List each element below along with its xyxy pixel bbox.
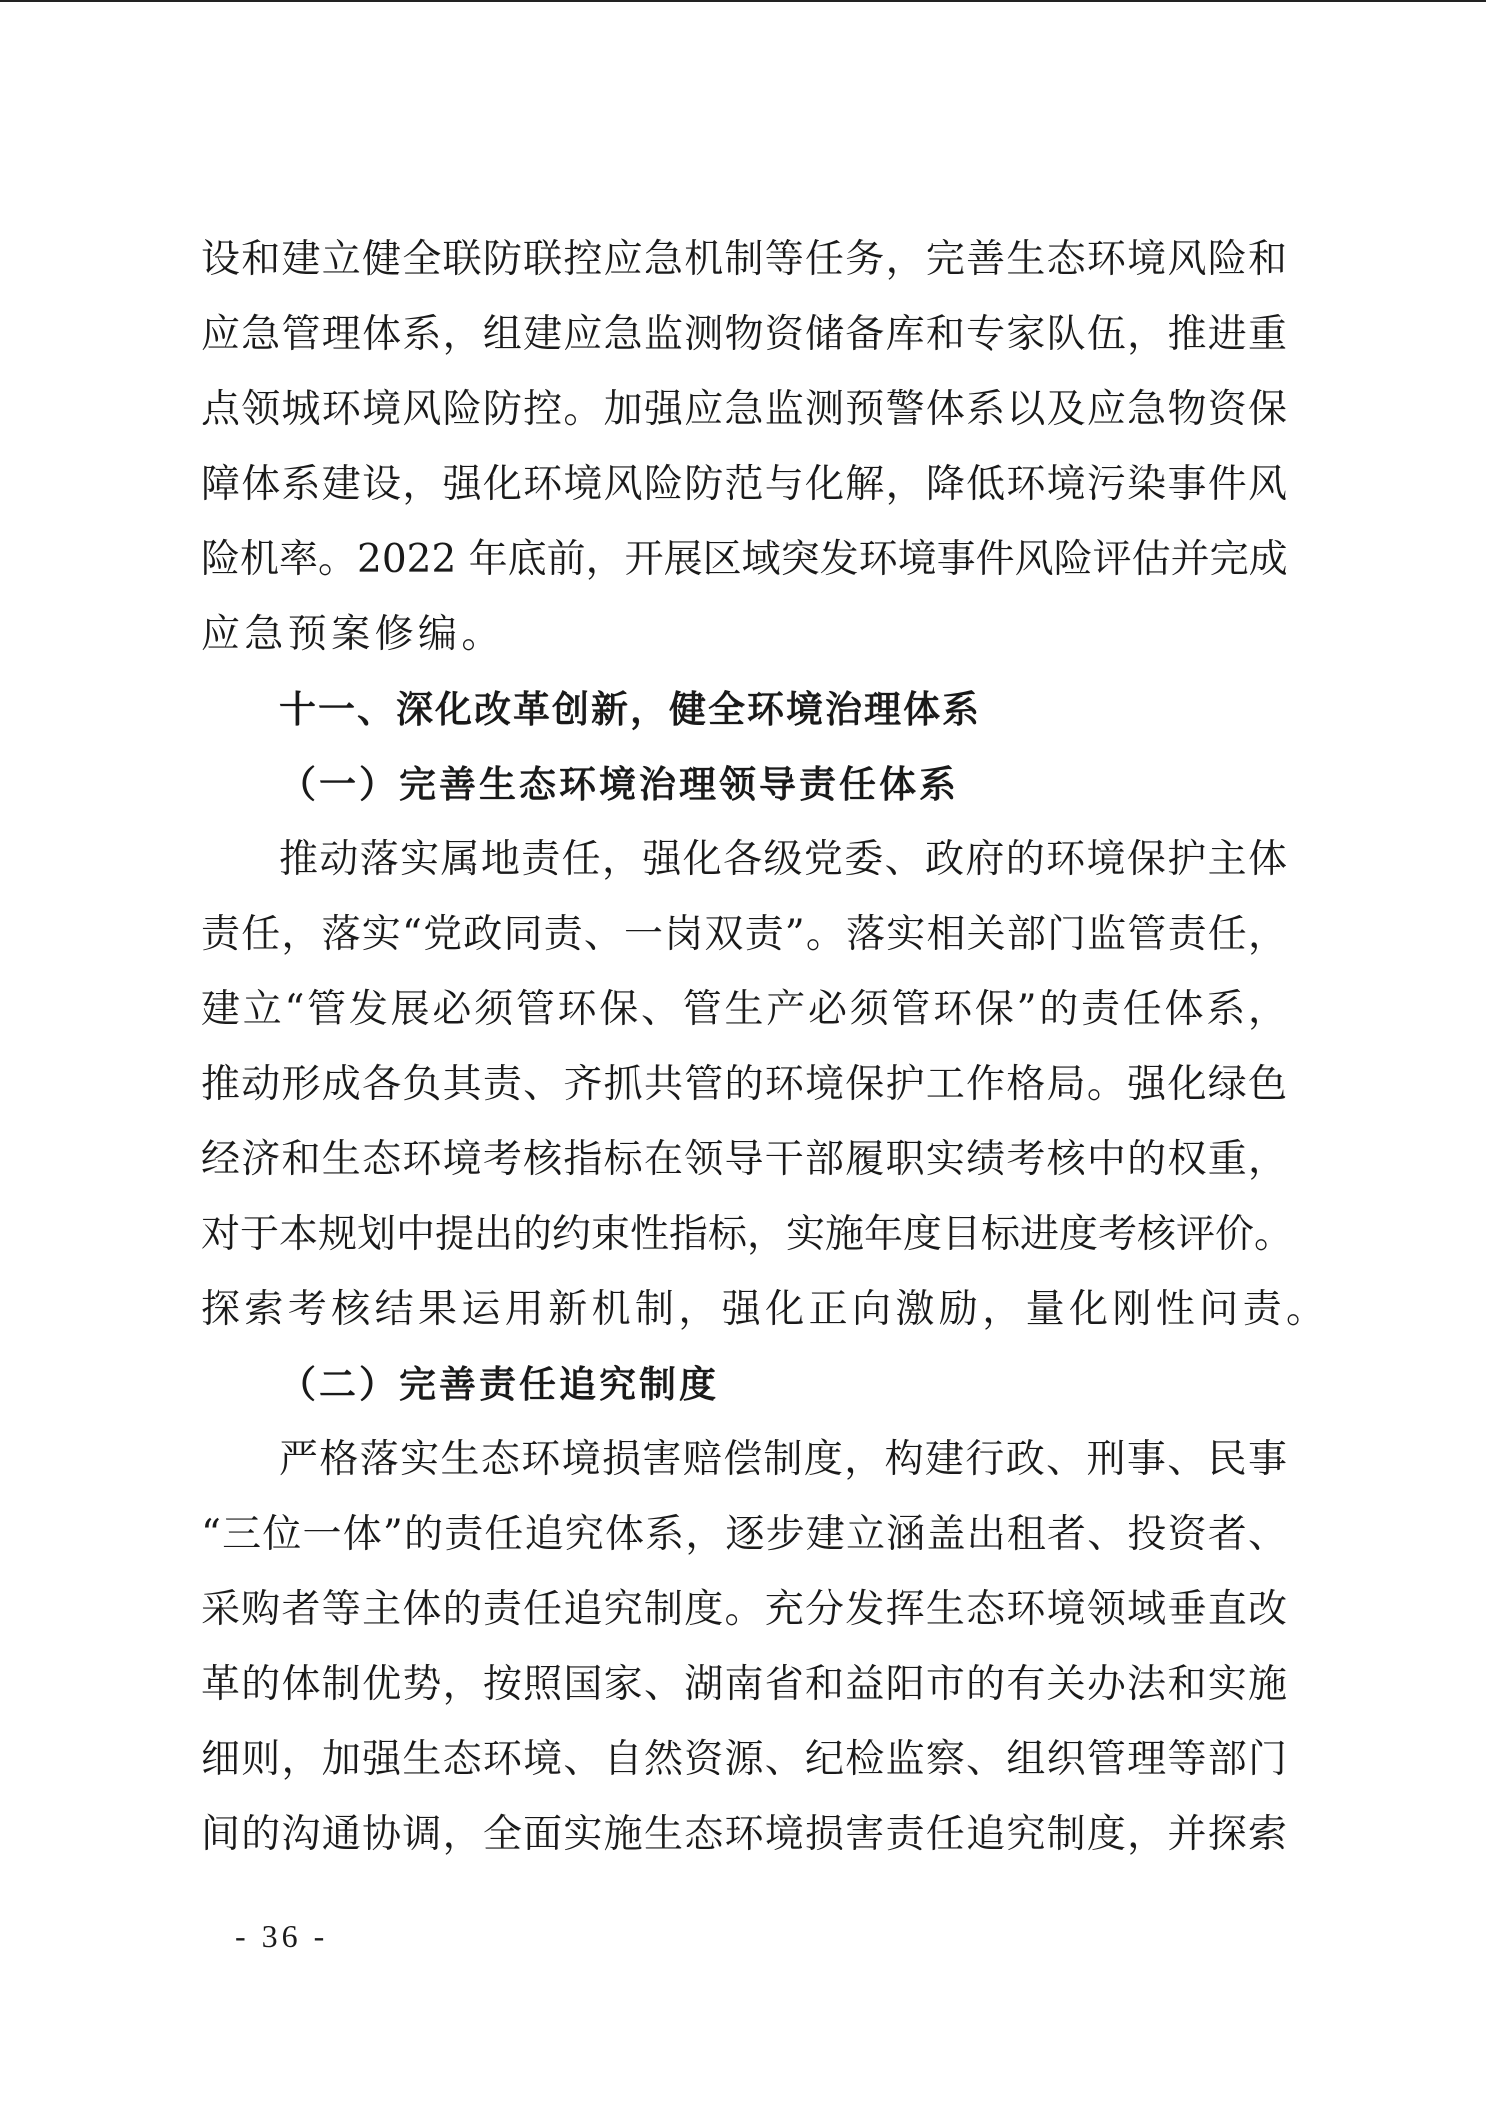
subsection-heading-leadership-responsibility: （一）完善生态环境治理领导责任体系 (279, 762, 959, 806)
subsection-heading-accountability: （二）完善责任追究制度 (279, 1362, 719, 1406)
section-heading: 十一、深化改革创新，健全环境治理体系 (279, 688, 981, 731)
text-line: 经济和生态环境考核指标在领导干部履职实绩考核中的权重， (201, 1137, 1287, 1182)
text-line: 推动落实属地责任，强化各级党委、政府的环境保护主体 (279, 837, 1287, 882)
text-line: “三位一体”的责任追究体系，逐步建立涵盖出租者、投资者、 (201, 1512, 1287, 1557)
page-number: - 36 - (235, 1918, 329, 1954)
text-line: 点领城环境风险防控。加强应急监测预警体系以及应急物资保 (201, 387, 1287, 432)
page-top-border (0, 0, 1486, 3)
text-line: 对于本规划中提出的约束性指标，实施年度目标进度考核评价。 (201, 1212, 1294, 1257)
text-line: 险机率。2022 年底前，开展区域突发环境事件风险评估并完成 (201, 537, 1288, 582)
text-line: 应急预案修编。 (201, 612, 505, 657)
document-body (201, 222, 1330, 1872)
text-line: 间的沟通协调，全面实施生态环境损害责任追究制度，并探索 (201, 1812, 1287, 1857)
text-line: 设和建立健全联防联控应急机制等任务，完善生态环境风险和 (201, 237, 1287, 282)
text-line: 探索考核结果运用新机制，强化正向激励，量化刚性问责。 (201, 1287, 1330, 1332)
paragraph-leadership-responsibility (201, 822, 1330, 1347)
paragraph-emergency-management (201, 222, 1287, 672)
text-line: 采购者等主体的责任追究制度。充分发挥生态环境领域垂直改 (201, 1587, 1287, 1632)
text-line: 推动形成各负其责、齐抓共管的环境保护工作格局。强化绿色 (201, 1062, 1287, 1107)
text-line: 细则，加强生态环境、自然资源、纪检监察、组织管理等部门 (201, 1737, 1287, 1782)
text-line: 应急管理体系，组建应急监测物资储备库和专家队伍，推进重 (201, 312, 1287, 357)
text-line: 责任，落实“党政同责、一岗双责”。落实相关部门监管责任， (201, 912, 1287, 957)
text-line: 障体系建设，强化环境风险防范与化解，降低环境污染事件风 (201, 462, 1287, 507)
paragraph-accountability (201, 1422, 1287, 1872)
text-line: 严格落实生态环境损害赔偿制度，构建行政、刑事、民事 (279, 1437, 1287, 1482)
text-line: 革的体制优势，按照国家、湖南省和益阳市的有关办法和实施 (201, 1662, 1287, 1707)
text-line: 建立“管发展必须管环保、管生产必须管环保”的责任体系， (201, 987, 1287, 1032)
